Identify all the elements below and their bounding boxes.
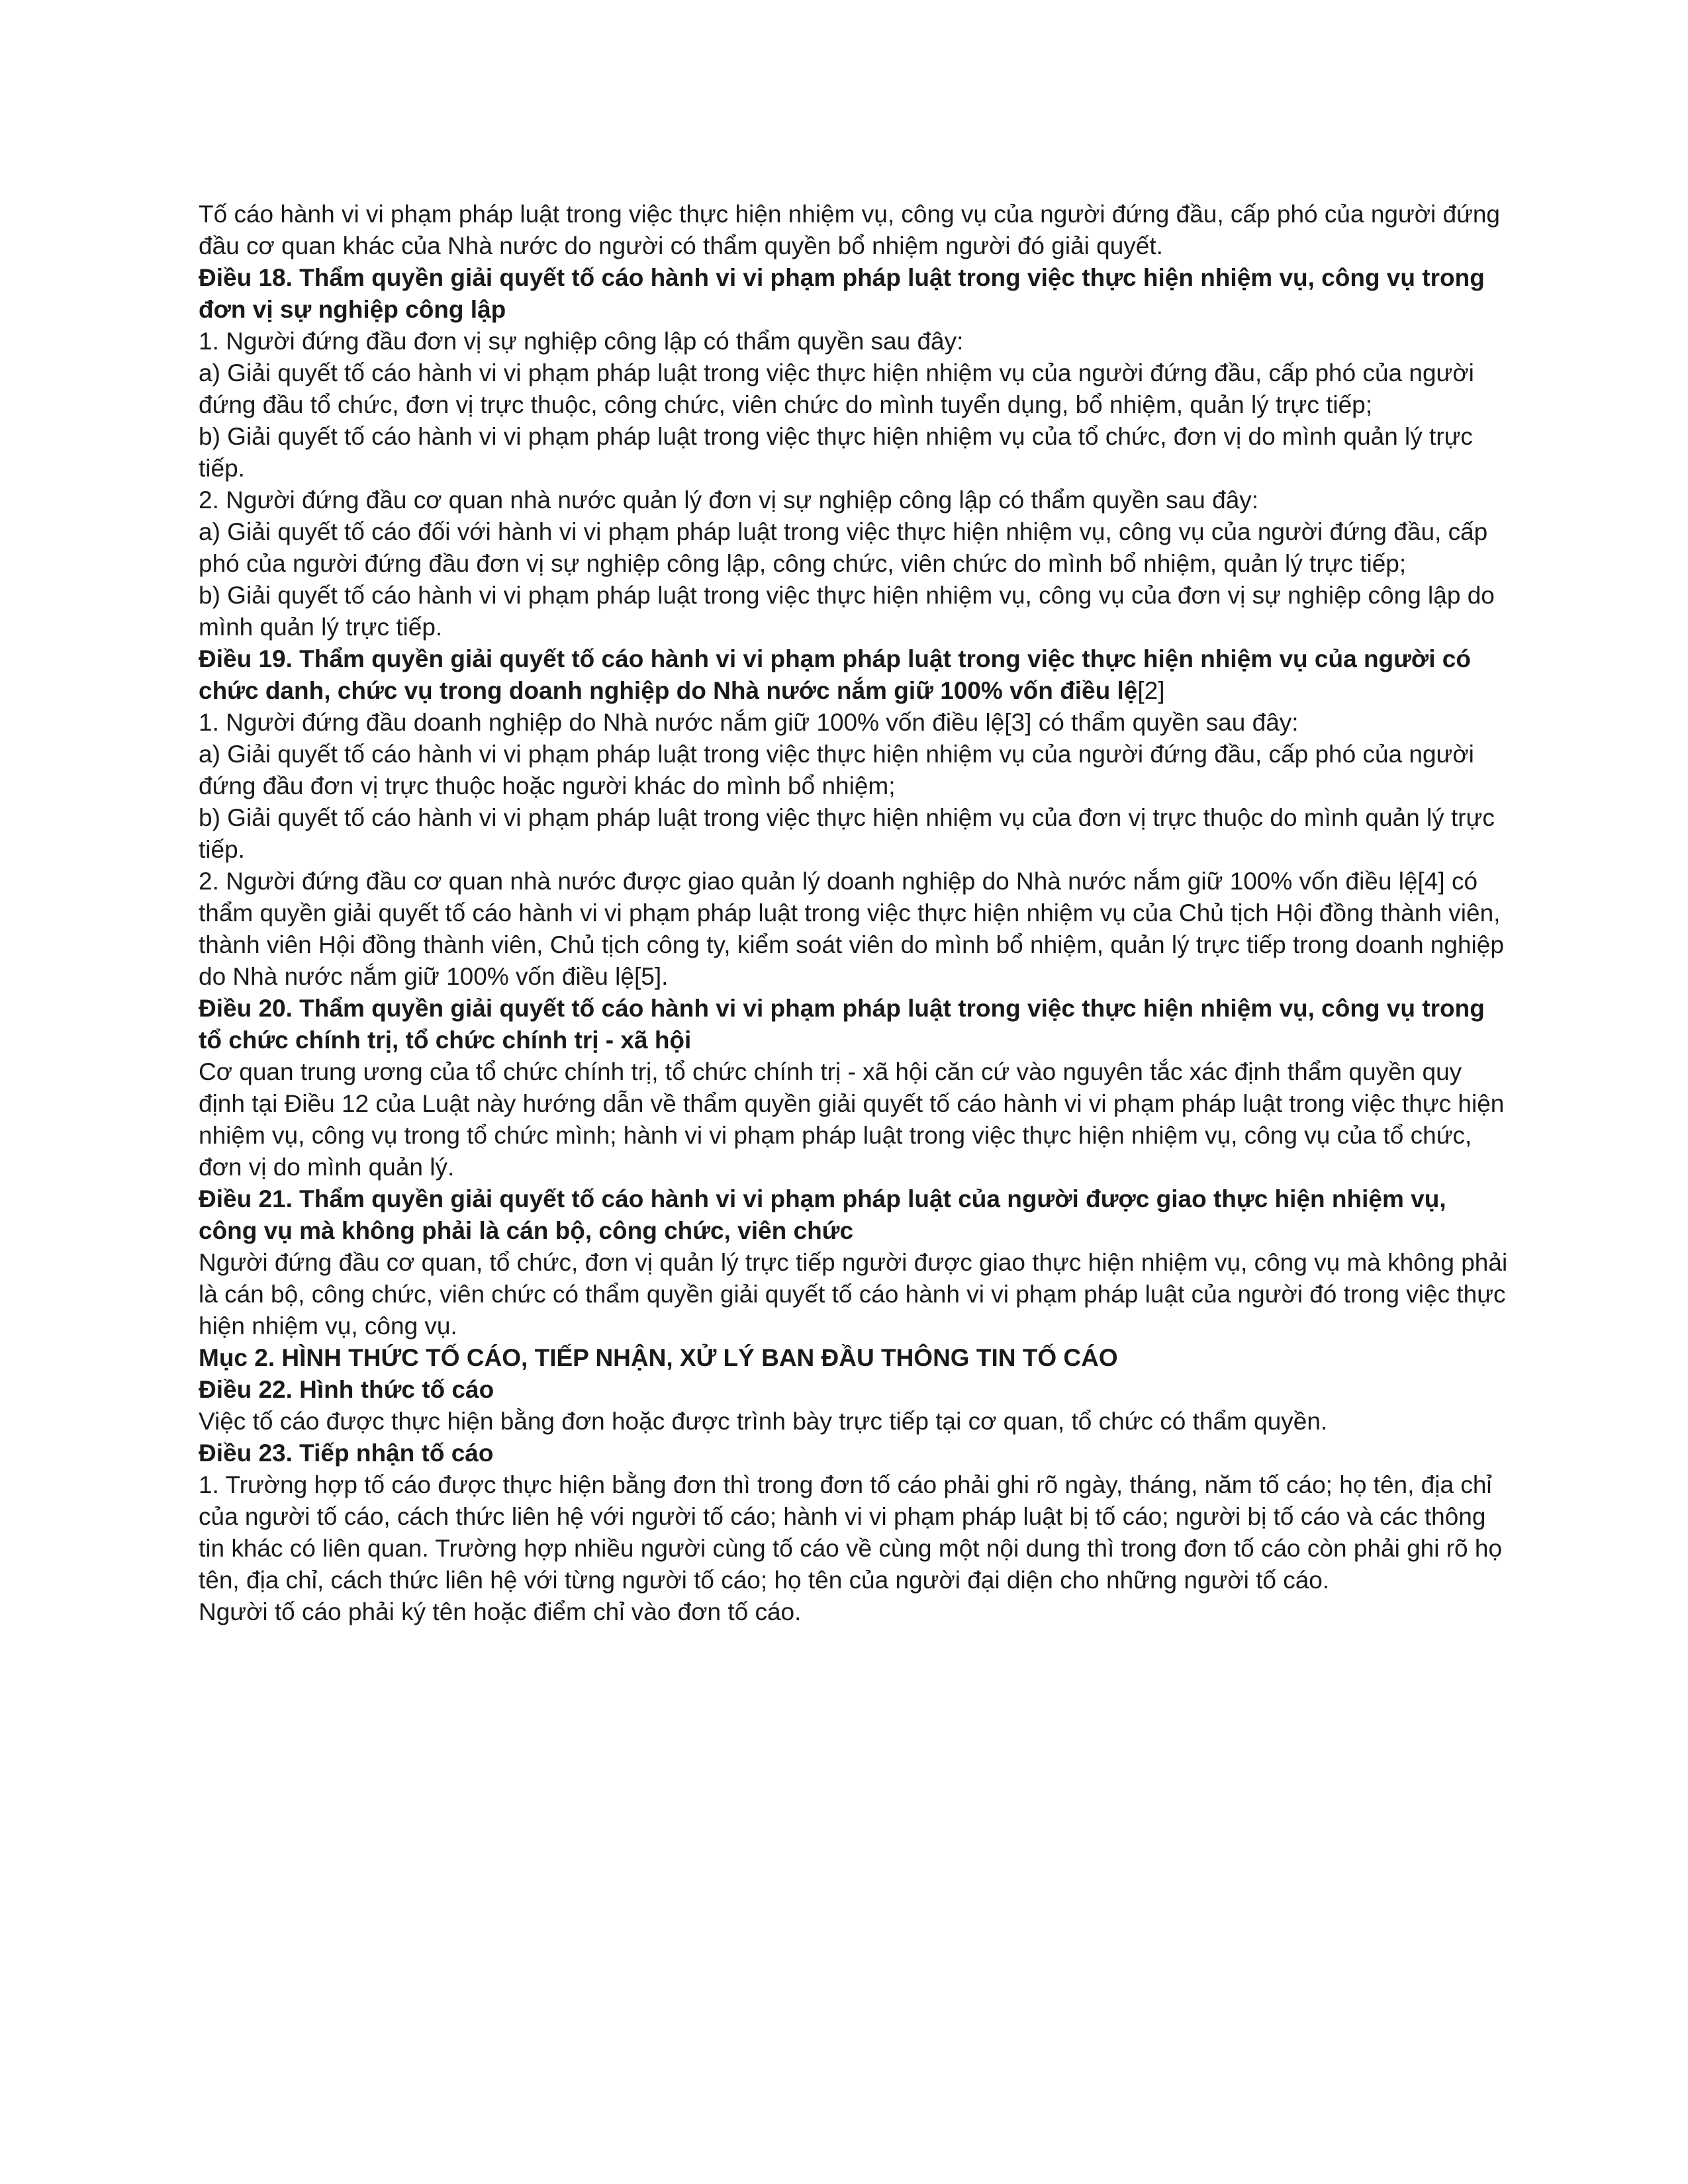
- paragraph: [199, 580, 1509, 643]
- paragraph: [199, 484, 1509, 516]
- section-heading: [199, 1342, 1509, 1374]
- paragraph-text: 1. Trường hợp tố cáo được thực hiện bằng đơn thì trong đơn tố cáo phải ghi rõ ngày, tháng, năm tố cáo; họ tên, địa chỉ của người tố cáo, cách thức liên hệ với người tố cáo; hành vi vi phạm pháp luật bị tố cáo; người bị tố cáo và các thông tin khác có liên quan. Trường hợp nhiều người cùng tố cáo về cùng một nội dung thì trong đơn tố cáo còn phải ghi rõ họ tên, địa chỉ, cách thức liên hệ với từng người tố cáo; họ tên của người đại diện cho những người tố cáo.: [199, 1471, 1503, 1594]
- paragraph: [199, 357, 1509, 421]
- paragraph: [199, 199, 1509, 262]
- footnote-reference[interactable]: [2]: [1137, 677, 1165, 704]
- paragraph-text: Người tố cáo phải ký tên hoặc điểm chỉ vào đơn tố cáo.: [199, 1598, 802, 1625]
- section-heading: [199, 1374, 1509, 1406]
- paragraph-text: b) Giải quyết tố cáo hành vi vi phạm pháp luật trong việc thực hiện nhiệm vụ của tổ chức, đơn vị do mình quản lý trực tiếp.: [199, 423, 1473, 482]
- paragraph-text: b) Giải quyết tố cáo hành vi vi phạm pháp luật trong việc thực hiện nhiệm vụ, công vụ của đơn vị sự nghiệp công lập do mình quản lý trực tiếp.: [199, 582, 1495, 641]
- paragraph-text: 2. Người đứng đầu cơ quan nhà nước quản lý đơn vị sự nghiệp công lập có thẩm quyền sau đây:: [199, 486, 1259, 514]
- paragraph: [199, 866, 1509, 993]
- section-heading: [199, 262, 1509, 326]
- section-heading: [199, 643, 1509, 707]
- section-heading: [199, 1183, 1509, 1247]
- paragraph: [199, 326, 1509, 357]
- paragraph: [199, 1469, 1509, 1596]
- paragraph-text: Người đứng đầu cơ quan, tổ chức, đơn vị quản lý trực tiếp người được giao thực hiện nhiệm vụ, công vụ mà không phải là cán bộ, công chức, viên chức có thẩm quyền giải quyết tố cáo hành vi vi phạm pháp luật của người đó trong việc thực hiện nhiệm vụ, công vụ.: [199, 1249, 1508, 1340]
- paragraph: [199, 421, 1509, 484]
- paragraph: [199, 1056, 1509, 1183]
- paragraph: [199, 516, 1509, 580]
- heading-text: Điều 22. Hình thức tố cáo: [199, 1376, 494, 1403]
- heading-text: Điều 20. Thẩm quyền giải quyết tố cáo hành vi vi phạm pháp luật trong việc thực hiện nhiệm vụ, công vụ trong tổ chức chính trị, tổ chức chính trị - xã hội: [199, 995, 1485, 1054]
- paragraph-text: 2. Người đứng đầu cơ quan nhà nước được giao quản lý doanh nghiệp do Nhà nước nắm giữ 100% vốn điều lệ[4] có thẩm quyền giải quyết tố cáo hành vi vi phạm pháp luật trong việc thực hiện nhiệm vụ của Chủ tịch Hội đồng thành viên, thành viên Hội đồng thành viên, Chủ tịch công ty, kiểm soát viên do mình bổ nhiệm, quản lý trực tiếp trong doanh nghiệp do Nhà nước nắm giữ 100% vốn điều lệ[5].: [199, 868, 1504, 990]
- heading-text: Điều 19. Thẩm quyền giải quyết tố cáo hành vi vi phạm pháp luật trong việc thực hiện nhiệm vụ của người có chức danh, chức vụ trong doanh nghiệp do Nhà nước nắm giữ 100% vốn điều lệ: [199, 645, 1471, 704]
- paragraph-text: 1. Người đứng đầu đơn vị sự nghiệp công lập có thẩm quyền sau đây:: [199, 328, 964, 355]
- heading-text: Mục 2. HÌNH THỨC TỐ CÁO, TIẾP NHẬN, XỬ LÝ BAN ĐẦU THÔNG TIN TỐ CÁO: [199, 1344, 1118, 1371]
- heading-text: Điều 21. Thẩm quyền giải quyết tố cáo hành vi vi phạm pháp luật của người được giao thực hiện nhiệm vụ, công vụ mà không phải là cán bộ, công chức, viên chức: [199, 1185, 1446, 1244]
- heading-text: Điều 18. Thẩm quyền giải quyết tố cáo hành vi vi phạm pháp luật trong việc thực hiện nhiệm vụ, công vụ trong đơn vị sự nghiệp công lập: [199, 264, 1485, 323]
- paragraph-text: Tố cáo hành vi vi phạm pháp luật trong việc thực hiện nhiệm vụ, công vụ của người đứng đầu, cấp phó của người đứng đầu cơ quan khác của Nhà nước do người có thẩm quyền bổ nhiệm người đó giải quyết.: [199, 201, 1501, 259]
- document-body: [199, 199, 1509, 1628]
- paragraph: [199, 802, 1509, 866]
- paragraph: [199, 707, 1509, 739]
- paragraph-text: Việc tố cáo được thực hiện bằng đơn hoặc được trình bày trực tiếp tại cơ quan, tổ chức có thẩm quyền.: [199, 1408, 1328, 1435]
- paragraph: [199, 739, 1509, 802]
- paragraph-text: a) Giải quyết tố cáo hành vi vi phạm pháp luật trong việc thực hiện nhiệm vụ của người đứng đầu, cấp phó của người đứng đầu đơn vị trực thuộc hoặc người khác do mình bổ nhiệm;: [199, 741, 1474, 799]
- paragraph: [199, 1406, 1509, 1437]
- paragraph-text: 1. Người đứng đầu doanh nghiệp do Nhà nước nắm giữ 100% vốn điều lệ[3] có thẩm quyền sau đây:: [199, 709, 1299, 736]
- paragraph-text: Cơ quan trung ương của tổ chức chính trị, tổ chức chính trị - xã hội căn cứ vào nguyên tắc xác định thẩm quyền quy định tại Điều 12 của Luật này hướng dẫn về thẩm quyền giải quyết tố cáo hành vi vi phạm pháp luật trong việc thực hiện nhiệm vụ, công vụ trong tổ chức mình; hành vi vi phạm pháp luật trong việc thực hiện nhiệm vụ, công vụ của tổ chức, đơn vị do mình quản lý.: [199, 1058, 1505, 1181]
- paragraph-text: b) Giải quyết tố cáo hành vi vi phạm pháp luật trong việc thực hiện nhiệm vụ của đơn vị trực thuộc do mình quản lý trực tiếp.: [199, 804, 1495, 863]
- paragraph-text: a) Giải quyết tố cáo đối với hành vi vi phạm pháp luật trong việc thực hiện nhiệm vụ, công vụ của người đứng đầu, cấp phó của người đứng đầu đơn vị sự nghiệp công lập, công chức, viên chức do mình bổ nhiệm, quản lý trực tiếp;: [199, 518, 1488, 577]
- section-heading: [199, 1437, 1509, 1469]
- paragraph: [199, 1596, 1509, 1628]
- section-heading: [199, 993, 1509, 1056]
- paragraph: [199, 1247, 1509, 1342]
- document-page: [199, 199, 1509, 1628]
- heading-text: Điều 23. Tiếp nhận tố cáo: [199, 1439, 494, 1467]
- paragraph-text: a) Giải quyết tố cáo hành vi vi phạm pháp luật trong việc thực hiện nhiệm vụ của người đứng đầu, cấp phó của người đứng đầu tổ chức, đơn vị trực thuộc, công chức, viên chức do mình tuyển dụng, bổ nhiệm, quản lý trực tiếp;: [199, 359, 1474, 418]
